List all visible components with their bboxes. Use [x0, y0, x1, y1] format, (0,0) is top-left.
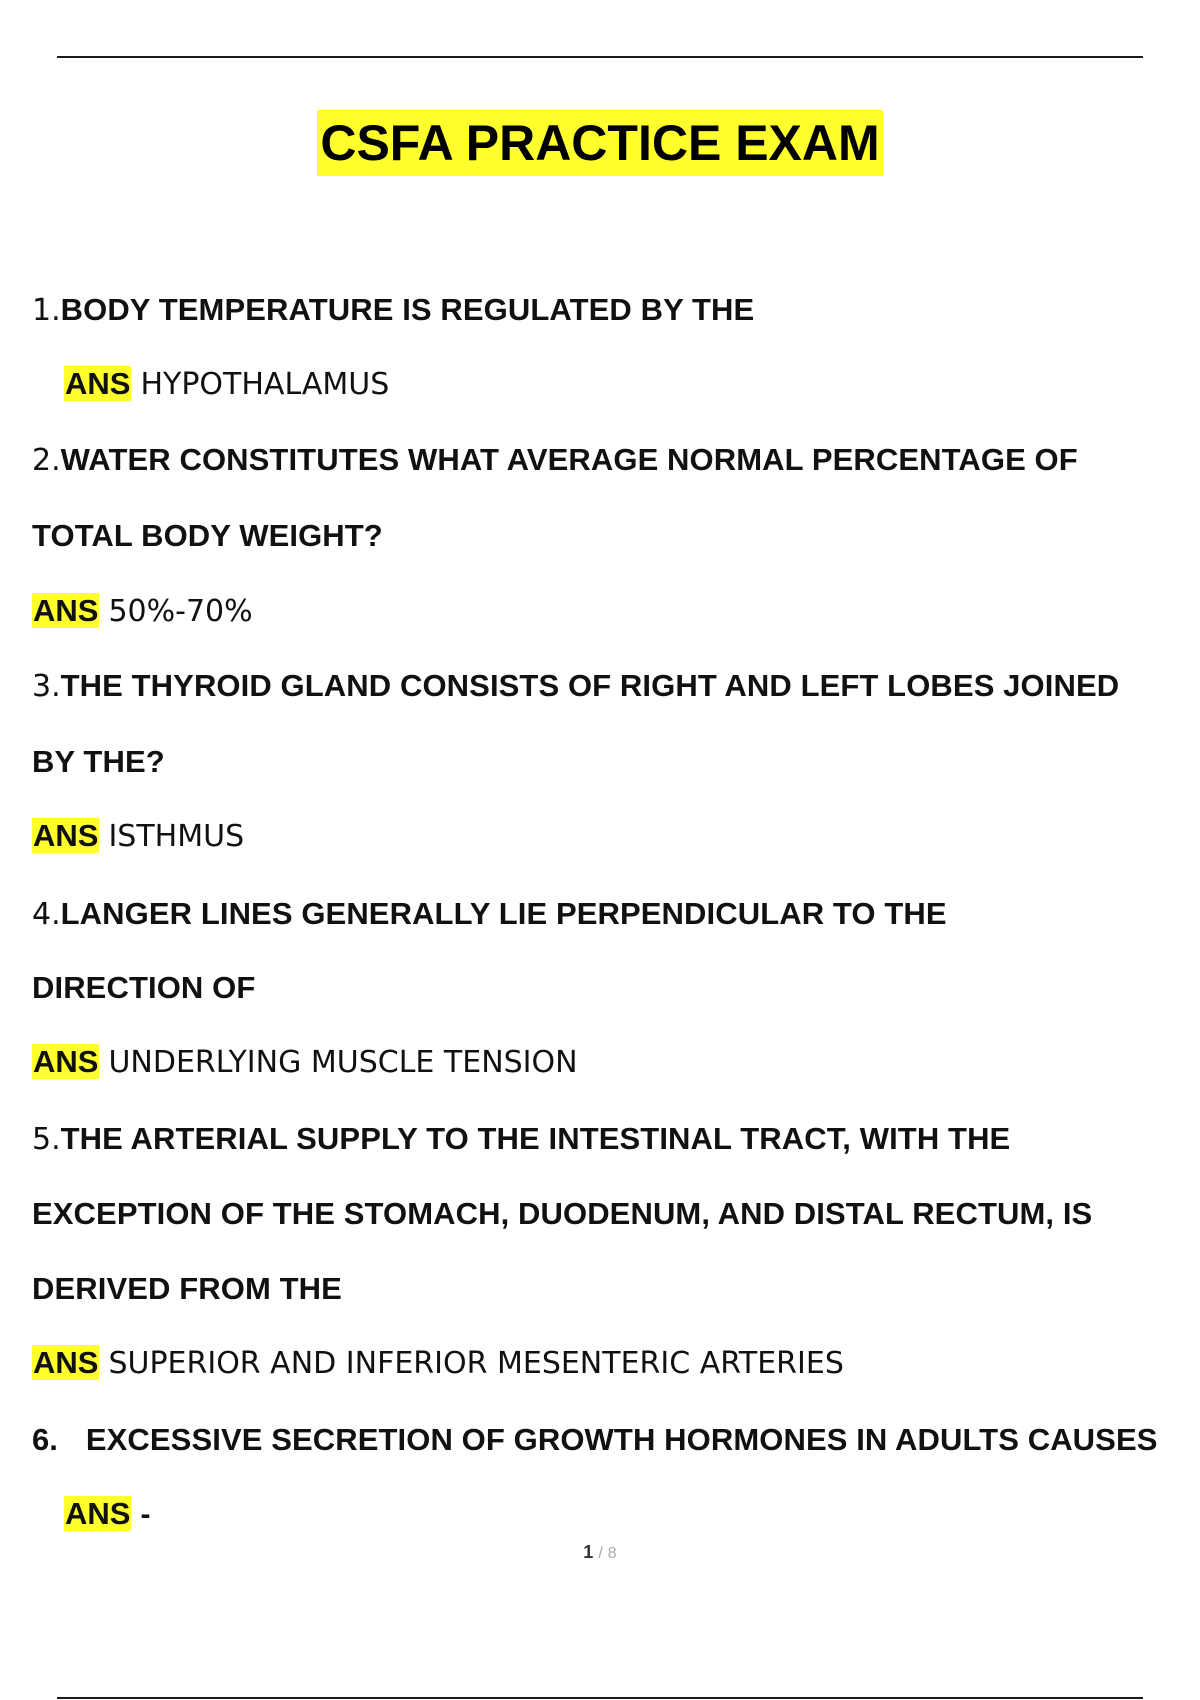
question-2	[32, 440, 1078, 481]
question-text: TOTAL BODY WEIGHT?	[32, 518, 383, 553]
page-total: 8	[607, 1545, 617, 1562]
question-2-cont	[32, 516, 383, 556]
answer-label: ANS	[33, 593, 99, 628]
question-3	[32, 666, 1119, 707]
question-4-cont	[32, 968, 255, 1008]
question-5	[32, 1119, 1010, 1160]
question-6	[32, 1420, 1158, 1460]
page-title: CSFA PRACTICE EXAM	[317, 110, 882, 176]
question-number: 4.	[32, 897, 61, 932]
question-text: THE THYROID GLAND CONSISTS OF RIGHT AND LEFT LOBES JOINED	[60, 668, 1120, 703]
bottom-rule	[57, 1697, 1143, 1699]
answer-6	[64, 1494, 150, 1535]
title-block	[0, 110, 1200, 176]
question-text: BODY TEMPERATURE IS REGULATED BY THE	[60, 292, 755, 327]
question-number: 1.	[32, 293, 61, 328]
question-number: 3.	[32, 669, 61, 704]
question-3-cont	[32, 742, 165, 782]
answer-label: ANS	[33, 1345, 99, 1380]
answer-label: ANS	[65, 366, 131, 401]
answer-5	[32, 1343, 844, 1384]
question-number: 2.	[32, 443, 61, 478]
page-current: 1	[583, 1542, 594, 1562]
answer-4	[32, 1042, 578, 1083]
question-number: 5.	[32, 1122, 61, 1157]
answer-3	[32, 816, 244, 857]
question-4	[32, 894, 947, 935]
answer-label: ANS	[33, 1044, 99, 1079]
page-separator: /	[598, 1545, 603, 1562]
question-text: THE ARTERIAL SUPPLY TO THE INTESTINAL TRACT, WITH THE	[60, 1121, 1011, 1156]
answer-1	[64, 364, 389, 405]
answer-text: 50%-70%	[108, 594, 253, 629]
question-text: LANGER LINES GENERALLY LIE PERPENDICULAR TO THE	[60, 896, 947, 931]
question-5-cont	[32, 1269, 342, 1309]
question-text: BY THE?	[32, 744, 165, 779]
answer-text: -	[140, 1498, 151, 1531]
question-text: DERIVED FROM THE	[32, 1271, 342, 1306]
answer-label: ANS	[65, 1496, 131, 1531]
answer-text: UNDERLYING MUSCLE TENSION	[108, 1045, 578, 1080]
answer-label: ANS	[33, 818, 99, 853]
answer-2	[32, 591, 253, 632]
answer-text: HYPOTHALAMUS	[140, 367, 390, 402]
question-number: 6.	[32, 1422, 58, 1457]
question-1	[32, 290, 754, 331]
question-text: EXCESSIVE SECRETION OF GROWTH HORMONES IN ADULTS CAUSES	[85, 1422, 1158, 1457]
question-text: WATER CONSTITUTES WHAT AVERAGE NORMAL PERCENTAGE OF	[60, 442, 1078, 477]
question-text: DIRECTION OF	[32, 970, 256, 1005]
top-rule	[57, 56, 1143, 58]
answer-text: SUPERIOR AND INFERIOR MESENTERIC ARTERIES	[108, 1346, 844, 1381]
question-text: EXCEPTION OF THE STOMACH, DUODENUM, AND DISTAL RECTUM, IS	[32, 1196, 1093, 1231]
question-5-cont	[32, 1194, 1092, 1234]
page-indicator	[0, 1542, 1200, 1563]
answer-text: ISTHMUS	[108, 819, 245, 854]
